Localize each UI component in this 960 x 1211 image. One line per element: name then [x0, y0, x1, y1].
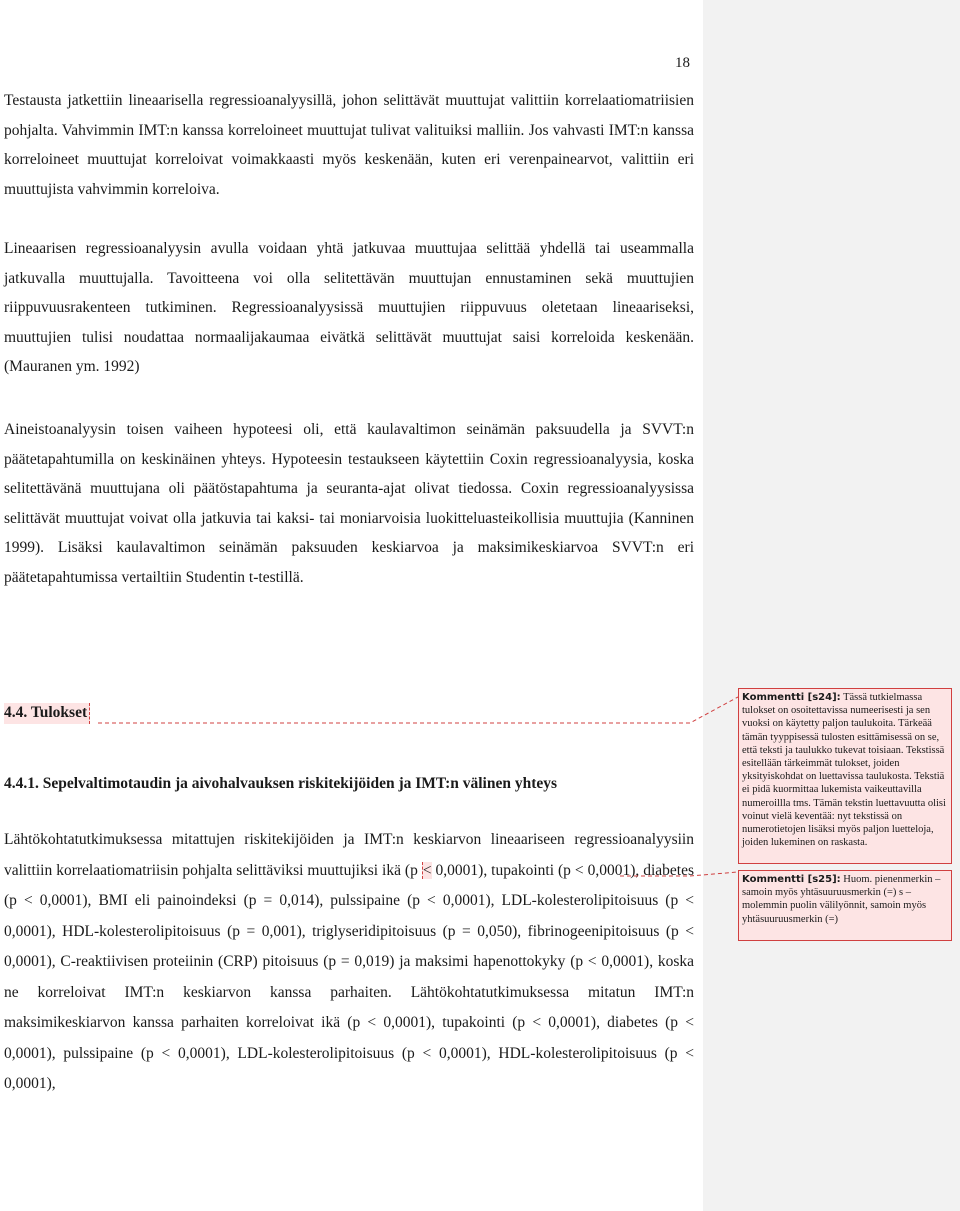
paragraph-results-correlation: [4, 825, 694, 1100]
comment-s25[interactable]: [738, 870, 952, 941]
paragraph-results-text-after: 0,0001), tupakointi (p < 0,0001), diabetes (p < 0,0001), BMI eli painoindeksi (p = 0,014), pulssipaine (p < 0,0001), LDL-kolesterolipitoisuus (p < 0,0001), HDL-kolesterolipitoisuus (p = 0,001), triglyseridipitoisuus (p = 0,050), fibrinogeenipitoisuus (p < 0,0001), C-reaktiivisen proteiinin (CRP) pitoisuus (p = 0,019) ja maksimi hapenottokyky (p < 0,0001), koska ne korreloivat IMT:n keskiarvon kanssa parhaiten. Lähtökohtatutkimuksessa mitatun IMT:n maksimikeskiarvon kanssa parhaiten korreloivat ikä (p < 0,0001), tupakointi (p < 0,0001), diabetes (p < 0,0001), pulssipaine (p < 0,0001), LDL-kolesterolipitoisuus (p < 0,0001), HDL-kolesterolipitoisuus (p < 0,0001),: [4, 861, 694, 1092]
comment-s24-text: Tässä tutkielmassa tulokset on osoitettavissa numeerisesti ja sen vuoksi on käytetty paljon taulukoita. Tärkeää tämän tyyppisessä tulosten esittämisessä on se, että teksti ja taulukko tukevat toisiaan. Tekstissä esitellään tärkeimmät tulokset, joiden yksityiskohdat on luettavissa taulukosta. Tekstiä ei pidä kuormittaa lukemista vaikeuttavilla numeroillla tms. Tämän tekstin luettavuutta olisi voinut vielä keventää: nyt tekstissä on numerotietojen lisäksi myös paljon luetteloja, joiden lukeminen on raskasta.: [742, 692, 946, 849]
section-heading-text[interactable]: 4.4. Tulokset: [4, 703, 90, 724]
paragraph-linear-regression: Lineaarisen regressioanalyysin avulla voidaan yhtä jatkuvaa muuttujaa selittää yhdellä tai useammalla jatkuvalla muuttujalla. Tavoitteena voi olla selitettävän muuttujan ennustaminen sekä muuttujien riippuvuusrakenteen tutkiminen. Regressioanalyysissä muuttujien riippuvuus oletetaan lineaariseksi, muuttujien tulisi noudattaa normaalijakaumaa eivätkä selittävät muuttujat saisi korreloida keskenään. (Mauranen ym. 1992): [4, 240, 694, 375]
paragraph-regression-testing: Testausta jatkettiin lineaarisella regressioanalyysillä, johon selittävät muuttujat valittiin korrelaatiomatriisien pohjalta. Vahvimmin IMT:n kanssa korreloineet muuttujat tulivat valituiksi malliin. Jos vahvasti IMT:n kanssa korreloineet muuttujat korreloivat voimakkaasti myös keskenään, kuten eri verenpainearvot, valittiin eri muuttujista vahvimmin korreloiva.: [4, 92, 694, 198]
page-number: 18: [675, 55, 690, 71]
comment-s24-label: Kommentti [s24]:: [742, 692, 841, 703]
comment-s24[interactable]: [738, 688, 952, 864]
comment-s25-label: Kommentti [s25]:: [742, 874, 841, 885]
comment-s25-text: Huom. pienenmerkin – samoin myös yhtäsuuruusmerkin (=) s – molemmin puolin välilyönnit, samoin myös yhtäsuuruusmerkin (=): [742, 874, 941, 925]
comment-margin-pane: [703, 0, 960, 1211]
section-heading: [4, 704, 90, 722]
comment-anchor-less-than[interactable]: <: [422, 861, 432, 879]
subsection-heading: 4.4.1. Sepelvaltimotaudin ja aivohalvauksen riskitekijöiden ja IMT:n välinen yhteys: [4, 775, 558, 792]
comment-connector-s24: [98, 697, 738, 723]
paragraph-results-text-before: Lähtökohtatutkimuksessa mitattujen riskitekijöiden ja IMT:n keskiarvon lineaariseen regressioanalyysiin valittiin korrelaatiomatriisin pohjalta selittäviksi muuttujiksi ikä (p: [4, 831, 694, 879]
paragraph-hypothesis-cox: Aineistoanalyysin toisen vaiheen hypoteesi oli, että kaulavaltimon seinämän paksuudella ja SVVT:n päätetapahtumilla on keskinäinen yhteys. Hypoteesin testaukseen käytettiin Coxin regressioanalyysia, koska selitettävänä muuttujana oli päätöstapahtuma ja seuranta-ajat olivat tiedossa. Coxin regressioanalyysissa selittävät muuttujat voivat olla jatkuvia tai kaksi- tai moniarvoisia luokitteluasteikollisia muuttujia (Kanninen 1999). Lisäksi kaulavaltimon seinämän paksuuden keskiarvoa ja maksimikeskiarvoa SVVT:n eri päätetapahtumissa vertailtiin Studentin t-testillä.: [4, 421, 694, 586]
